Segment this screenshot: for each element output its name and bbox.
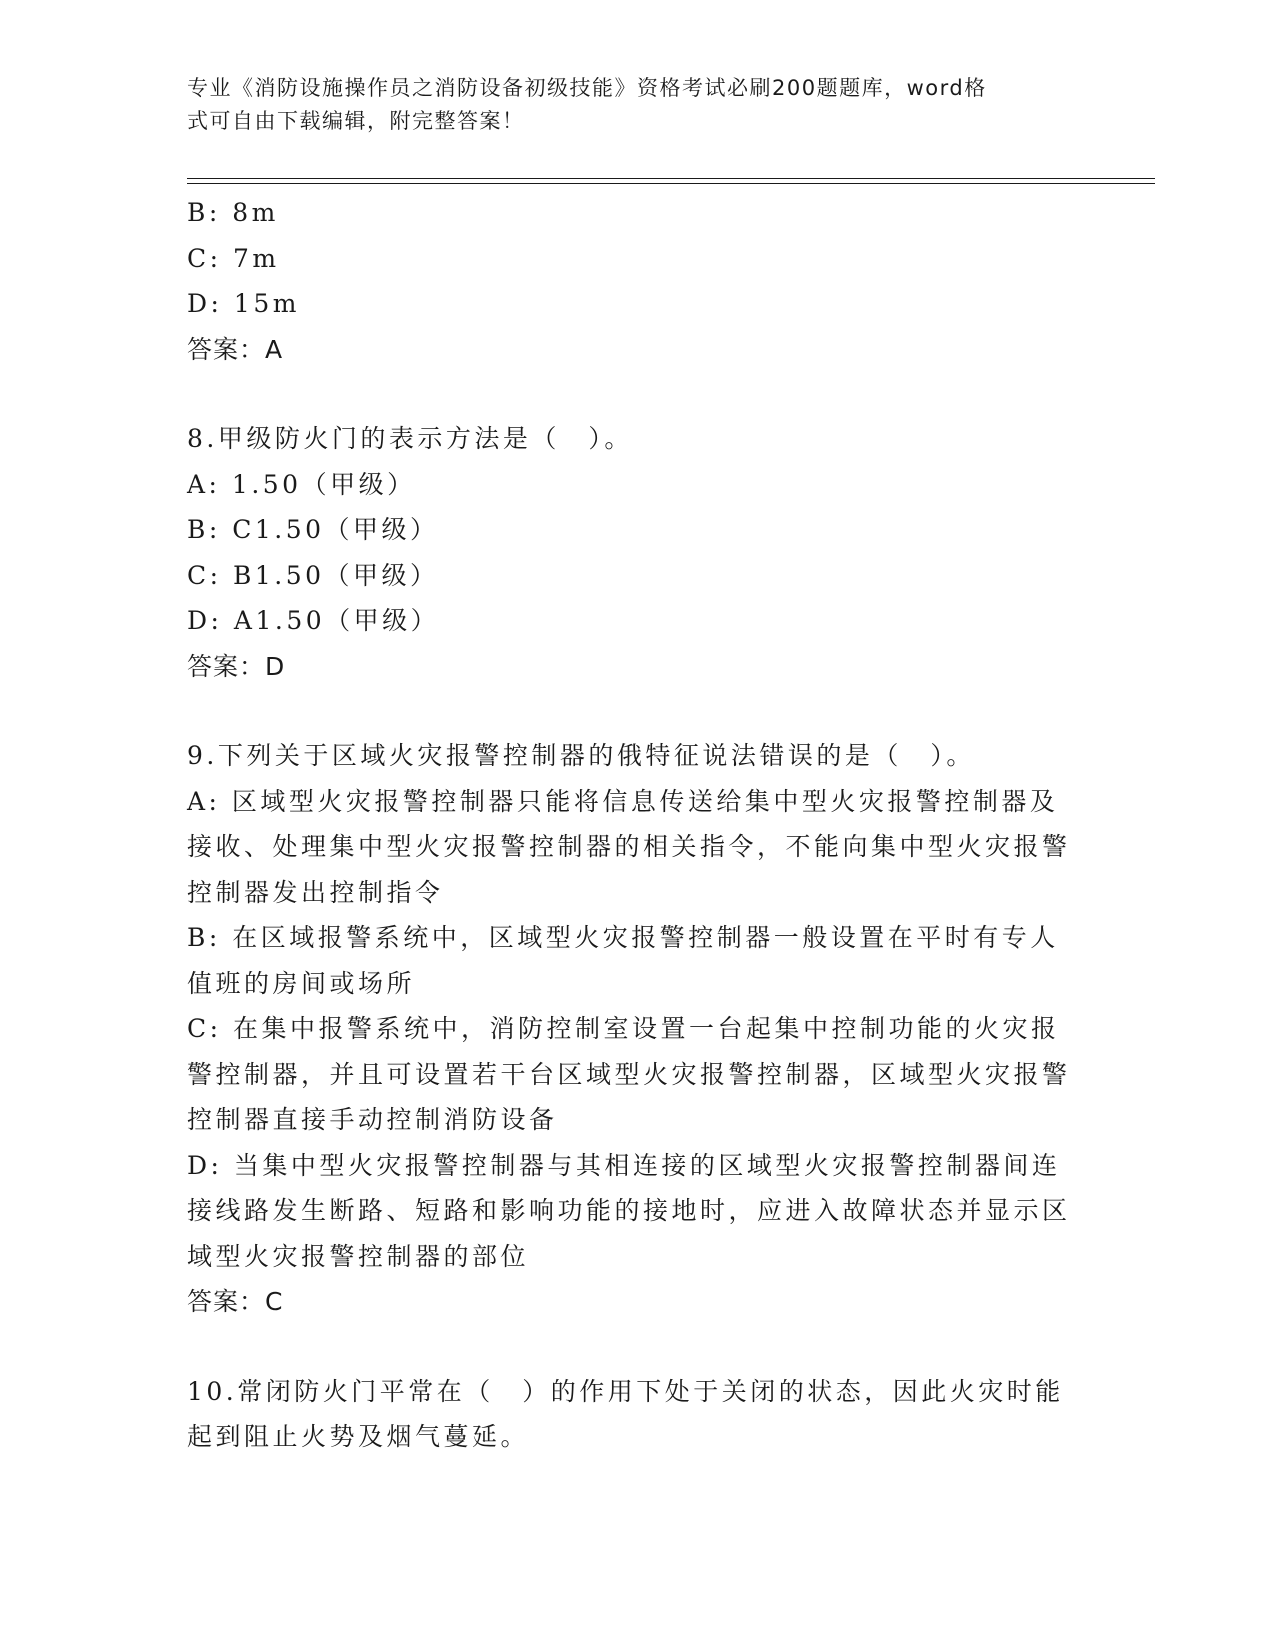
header-divider-top [187,178,1155,179]
option-a: A: 区域型火灾报警控制器只能将信息传送给集中型火灾报警控制器及接收、处理集中型火灾报警控制器的相关指令，不能向集中型火灾报警控制器发出控制指令 [187,786,1071,907]
spacer [187,689,1087,733]
question-stem: 9.下列关于区域火灾报警控制器的俄特征说法错误的是（ ）。 [187,741,975,770]
option-d: D: A1.50（甲级） [187,606,440,635]
question-stem: 8.甲级防火门的表示方法是（ ）。 [187,424,633,453]
spacer [187,372,1087,416]
question-list [187,190,1087,1460]
header-title-line-1: 专业《消防设施操作员之消防设备初级技能》资格考试必刷200题题库，word格 [187,76,987,100]
question-stem: 10.常闭防火门平常在（ ）的作用下处于关闭的状态，因此火灾时能起到阻止火势及烟气蔓延。 [187,1376,1064,1451]
header-title-line-2: 式可自由下载编辑，附完整答案！ [187,109,525,133]
question-block-8 [187,416,1087,689]
option-d: D: 当集中型火灾报警控制器与其相连接的区域型火灾报警控制器间连接线路发生断路、短路和影响功能的接地时，应进入故障状态并显示区域型火灾报警控制器的部位 [187,1150,1071,1271]
option-b: B: C1.50（甲级） [187,515,439,544]
option-c: C: 在集中报警系统中，消防控制室设置一台起集中控制功能的火灾报警控制器，并且可设置若干台区域型火灾报警控制器，区域型火灾报警控制器直接手动控制消防设备 [187,1014,1071,1134]
header-divider-bottom [187,183,1155,184]
question-block-previous [187,190,1087,372]
answer-line: 答案：A [187,334,284,364]
option-b: B: 在区域报警系统中，区域型火灾报警控制器一般设置在平时有专人值班的房间或场所 [187,923,1059,998]
option-c: C: 7m [187,243,280,273]
question-block-10 [187,1369,1087,1460]
question-block-9 [187,733,1087,1325]
document-header [187,72,1067,138]
option-a: A: 1.50（甲级） [187,469,416,499]
option-d: D: 15m [187,289,300,318]
answer-line: 答案：C [187,1287,284,1316]
option-c: C: B1.50（甲级） [187,560,439,590]
option-b: B: 8m [187,198,279,227]
answer-line: 答案：D [187,651,286,681]
spacer [187,1325,1087,1369]
